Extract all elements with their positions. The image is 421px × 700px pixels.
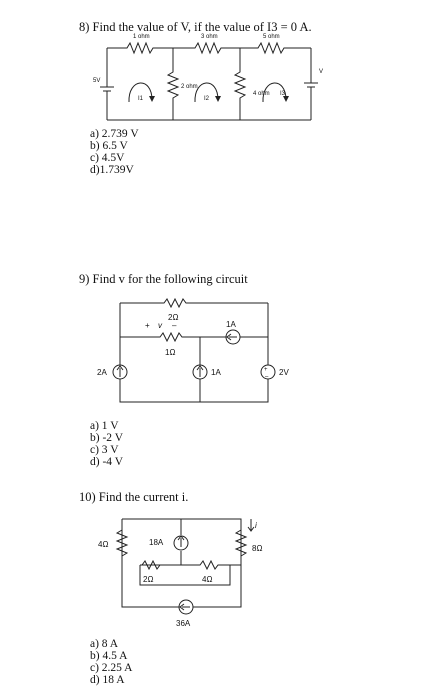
q9-option-d: d) -4 V — [90, 456, 124, 468]
q8-label-i1: I1 — [138, 96, 144, 102]
q8-option-b: b) 6.5 V — [90, 140, 128, 152]
q8-title: 8) Find the value of V, if the value of I3 = 0 A. — [79, 20, 312, 34]
q9-label-v: v — [158, 321, 162, 330]
q8-label-src: 5V — [93, 78, 101, 84]
q8-label-r2: 2 ohm — [181, 84, 198, 90]
q10-title: 10) Find the current i. — [79, 490, 189, 504]
q9-option-b: b) -2 V — [90, 432, 124, 444]
q9-vs-polarity: + — [264, 367, 268, 373]
q10-option-a: a) 8 A — [90, 638, 119, 650]
q8-label-r1: 1 ohm — [133, 34, 150, 40]
q9-option-a: a) 1 V — [90, 420, 119, 432]
q8-label-r4: 4 ohm — [253, 91, 270, 97]
q8-label-r5: 5 ohm — [263, 34, 280, 40]
q9-label-cs-left: 2A — [97, 368, 107, 377]
q9-label-r-top: 2Ω — [168, 313, 179, 322]
q8-option-c: c) 4.5V — [90, 152, 125, 164]
q9-label-cs-right: 1A — [226, 320, 236, 329]
q10-label-r-right: 8Ω — [252, 544, 263, 553]
q10-option-c: c) 2.25 A — [90, 662, 133, 674]
q10-label-r-left: 4Ω — [98, 540, 109, 549]
q10-option-b: b) 4.5 A — [90, 650, 128, 662]
q8-label-r3: 3 ohm — [201, 34, 218, 40]
q9-option-c: c) 3 V — [90, 444, 119, 456]
q9-label-vs: 2V — [279, 368, 289, 377]
q9-title: 9) Find v for the following circuit — [79, 272, 248, 286]
q9-label-minus: – — [172, 321, 177, 330]
q8-label-i2: I2 — [204, 96, 210, 102]
q8-label-v: V — [319, 69, 324, 75]
q8-option-d: d)1.739V — [90, 164, 134, 176]
q10-label-r-bot-left: 2Ω — [143, 575, 154, 584]
q10-label-cs-top: 18A — [149, 538, 164, 547]
q10-label-i: i — [255, 521, 257, 530]
q10-option-d: d) 18 A — [90, 674, 125, 686]
q9-label-r-mid: 1Ω — [165, 348, 176, 357]
q8-option-a: a) 2.739 V — [90, 128, 139, 140]
q9-label-cs-mid: 1A — [211, 368, 221, 377]
q10-label-r-bot-right: 4Ω — [202, 575, 213, 584]
q10-label-cs-bottom: 36A — [176, 619, 191, 628]
q9-label-plus: + — [145, 321, 150, 330]
q9-vs-polarity-minus: – — [265, 374, 269, 380]
q8-label-i3: I3 — [280, 91, 286, 97]
